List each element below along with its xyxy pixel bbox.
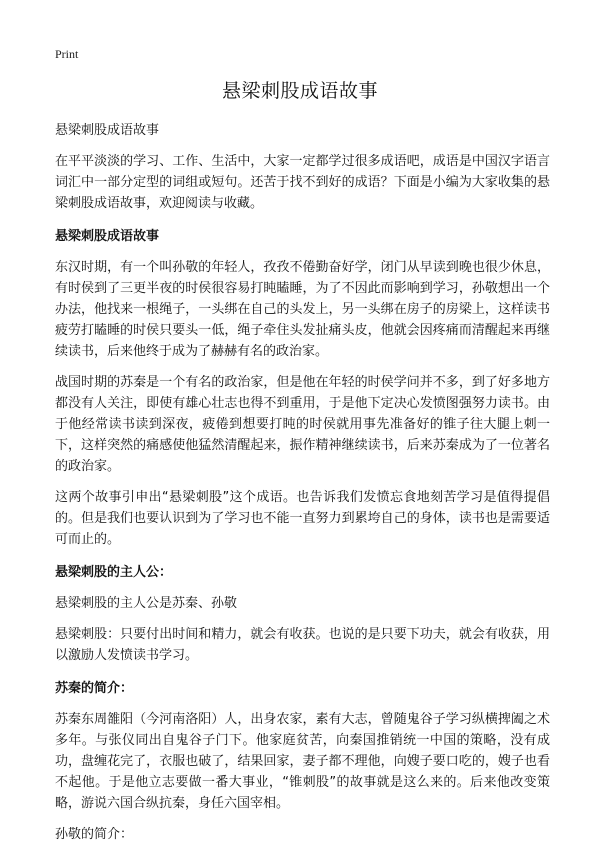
article-body <box>55 120 550 845</box>
story-paragraph-sun-jing: 东汉时期，有一个叫孙敬的年轻人，孜孜不倦勤奋好学，闭门从早读到晚也很少休息，有时侯到了三更半夜的时侯很容易打盹瞌睡，为了不因此而影响到学习，孙敬想出一个办法，他找来一根绳子，一头绑在自己的头发上，另一头绑在房子的房梁上，这样读书疲劳打瞌睡的时侯只要头一低，绳子牵住头发扯痛头皮，他就会因疼痛而清醒起来再继续读书，后来他终于成为了赫赫有名的政治家。 <box>55 260 550 359</box>
section-heading-sun-jing: 孙敬的简介： <box>55 827 134 842</box>
protagonists-paragraph: 悬梁刺股的主人公是苏秦、孙敬 <box>55 596 238 611</box>
story-paragraph-moral: 这两个故事引申出“悬梁刺股”这个成语。也告诉我们发愤忘食地刻苦学习是值得提倡的。但是我们也要认识到为了学习也不能一直努力到累垮自己的身体，读书也是需要适可而止的。 <box>55 490 550 547</box>
print-link[interactable]: Print <box>55 47 79 61</box>
story-paragraph-su-qin: 战国时期的苏秦是一个有名的政治家，但是他在年轻的时侯学问并不多，到了好多地方都没有人关注，即使有雄心壮志也得不到重用，于是他下定决心发愤图强努力读书。由于他经常读书读到深夜，疲倦到想要打盹的时侯就用事先准备好的锥子往大腿上刺一下，这样突然的痛感使他猛然清醒起来，振作精神继续读书，后来苏秦成为了一位著名的政治家。 <box>55 375 550 474</box>
page-title: 悬梁刺股成语故事 <box>221 80 378 102</box>
su-qin-bio-paragraph: 苏秦东周雒阳（今河南洛阳）人，出身农家，素有大志，曾随鬼谷子学习纵横捭阖之术多年。与张仪同出自鬼谷子门下。他家庭贫苦，向秦国推销统一中国的策略，没有成功，盘缠花完了，衣服也破了，结果回家，妻子都不理他，向嫂子要口吃的，嫂子也看不起他。于是他立志要做一番大事业，“锥刺股”的故事就是这么来的。后来他改变策略，游说六国合纵抗秦，身任六国宰相。 <box>55 712 550 811</box>
meaning-paragraph: 悬梁刺股：只要付出时间和精力，就会有收获。也说的是只要下功夫，就会有收获，用以激励人发愤读书学习。 <box>55 627 550 663</box>
section-heading-protagonists: 悬梁刺股的主人公： <box>55 565 173 580</box>
article-subtitle: 悬梁刺股成语故事 <box>55 123 160 138</box>
section-heading-su-qin: 苏秦的简介： <box>55 681 134 696</box>
intro-paragraph: 在平平淡淡的学习、工作、生活中，大家一定都学过很多成语吧，成语是中国汉字语言词汇中一部分定型的词组或短句。还苦于找不到好的成语？下面是小编为大家收集的悬梁刺股成语故事，欢迎阅读与收藏。 <box>55 154 550 211</box>
section-heading-story: 悬梁刺股成语故事 <box>55 229 160 244</box>
